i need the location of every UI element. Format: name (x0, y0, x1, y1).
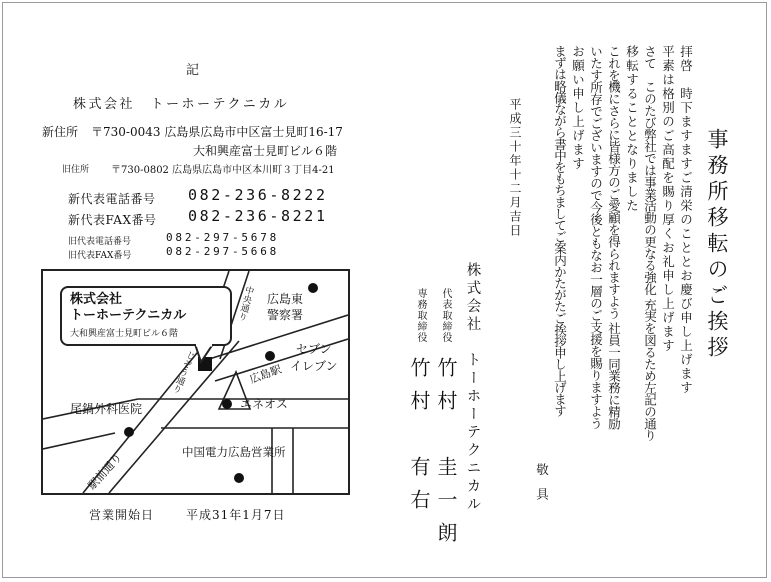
old-phone: 082-297-5678 (166, 231, 280, 244)
director-name: 竹村 有右 (407, 357, 431, 522)
police-label-line2: 警察署 (267, 308, 304, 322)
company-name: 株式会社 トーホーテクニカル (73, 97, 290, 112)
letter-line-2: 平素は格別のご高配を賜り厚くお礼申し上げます (660, 45, 676, 353)
old-address: 〒730-0802 広島県広島市中区本川町３丁目4-21 (111, 165, 335, 176)
new-building: 大和興産富士見町ビル６階 (193, 144, 338, 158)
access-map (41, 269, 350, 495)
rep-name: 竹村 圭一朗 (434, 357, 458, 555)
new-address-label: 新住所 (42, 125, 79, 139)
director-title: 専務取締役 (415, 288, 426, 343)
letter-line-1: 拝啓 時下ますますご清栄のこととお慶び申し上げます (678, 45, 694, 395)
chuo-dori-label: 中央通り (235, 284, 255, 322)
callout-building: 大和興産富士見町ビル６階 (70, 329, 179, 339)
callout-company-line2: トーホーテクニカル (70, 308, 187, 323)
company-callout (60, 286, 232, 346)
rep-title: 代表取締役 (440, 288, 451, 343)
letter-line-4: 移転することとなりました (624, 45, 640, 213)
letter-title: 事務所移転のご挨拶 (705, 128, 729, 362)
old-fax: 082-297-5668 (166, 245, 280, 258)
ekimae-dori-label: 駅前通り (85, 450, 125, 493)
eneos-label: エネオス (240, 397, 288, 411)
opening-date: 平成31年1月7日 (186, 508, 286, 522)
callout-company-line1: 株式会社 (70, 292, 123, 307)
onabe-clinic-label: 尾鍋外科医院 (70, 402, 143, 416)
letter-date: 平成三十年十二月吉日 (508, 98, 522, 238)
letter-line-5: これを機にさらに皆様方のご愛顧を得られますよう 社員一同業務に精励 (606, 45, 622, 430)
hiroshima-station-label: 広島駅 (247, 362, 284, 387)
sender-company: 株式会社 トーホーテクニカル (464, 262, 481, 514)
new-phone-label: 新代表電話番号 (68, 192, 156, 206)
new-address: 〒730-0043 広島県広島市中区富士見町16-17 (91, 125, 343, 139)
new-fax: 082-236-8221 (188, 207, 328, 225)
jizo-dori-label: じぞう通り (169, 348, 197, 395)
letter-line-8: まずは略儀ながら書中をもちましてご案内かたがたご挨拶申し上げます (552, 45, 568, 417)
letter-line-3: さて このたび弊社では事業活動の更なる強化 充実を図るため左記の通り (642, 45, 658, 442)
seven-eleven-line1: セブン (296, 342, 332, 356)
police-label-line1: 広島東 (267, 292, 304, 306)
chugoku-electric-label: 中国電力広島営業所 (182, 445, 286, 459)
new-phone: 082-236-8222 (188, 186, 328, 204)
opening-label: 営業開始日 (89, 508, 155, 522)
old-address-label: 旧住所 (62, 165, 90, 175)
seven-eleven-line2: イレブン (290, 359, 338, 373)
letter-line-6: いたす所存でございますので今後ともなお一層のご支援を賜りますよう (588, 45, 604, 429)
letter-line-7: お願い申し上げます (570, 45, 586, 171)
letter-closing: 敬具 (534, 463, 550, 512)
old-fax-label: 旧代表FAX番号 (68, 251, 132, 261)
new-fax-label: 新代表FAX番号 (68, 213, 157, 227)
old-phone-label: 旧代表電話番号 (68, 237, 132, 247)
ki-heading: 記 (186, 63, 200, 78)
callout-pointer (191, 344, 231, 364)
